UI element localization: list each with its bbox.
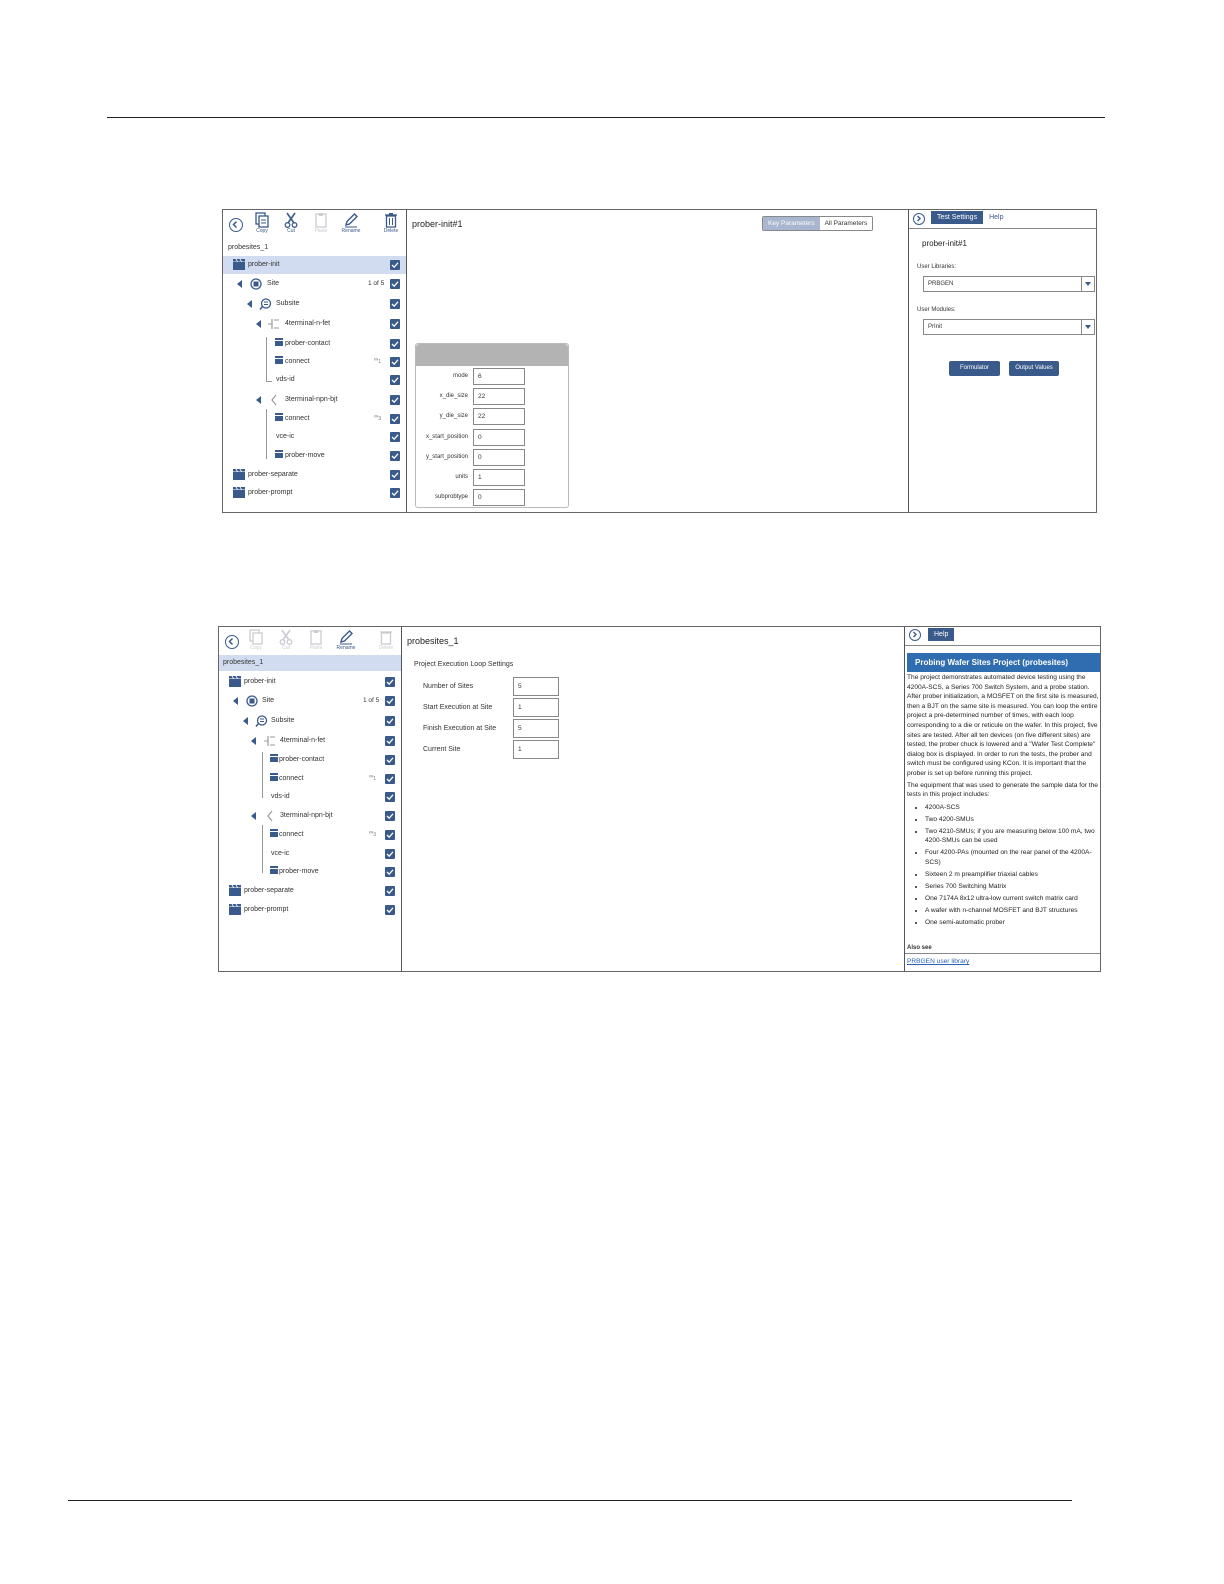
param-row-x-start-position	[416, 429, 566, 447]
check-icon	[385, 774, 395, 784]
check-icon	[390, 470, 400, 480]
finish-site-row	[423, 719, 573, 739]
collapse-arrow-icon[interactable]	[237, 280, 242, 288]
project-name: probesites_1	[223, 659, 264, 666]
rename-button[interactable]	[336, 212, 366, 234]
help-paragraph: The equipment that was used to generate the sample data for the tests in this project includes:	[907, 781, 1098, 799]
checkbox[interactable]	[385, 736, 395, 746]
tree-item-vds-id[interactable]	[219, 788, 401, 806]
tree-item-label: prober-init	[248, 261, 280, 268]
number-of-sites-input[interactable]: 5	[513, 677, 559, 696]
param-label: y_die_size	[439, 413, 468, 419]
check-icon	[390, 299, 400, 309]
forward-button[interactable]	[909, 629, 921, 641]
tree-item-label: vds-id	[271, 793, 290, 800]
tree-item-label: vce-ic	[271, 850, 290, 857]
test-settings-panel	[908, 210, 1096, 512]
site-counter: 1 of 5	[368, 280, 385, 287]
back-button[interactable]	[225, 635, 239, 649]
right-pane-tabs	[928, 628, 954, 641]
module-icon	[270, 829, 278, 837]
module-icon	[275, 413, 283, 421]
module-icon	[270, 866, 278, 874]
help-title: Probing Wafer Sites Project (probesites)	[907, 653, 1100, 672]
rename-label: Rename	[341, 228, 361, 234]
clapperboard-icon	[229, 904, 241, 915]
checkbox[interactable]	[385, 849, 395, 859]
checkbox[interactable]	[390, 260, 400, 270]
checkbox[interactable]	[390, 279, 400, 289]
tab-help[interactable]: Help	[928, 628, 954, 641]
check-icon	[385, 905, 395, 915]
check-icon	[385, 755, 395, 765]
mosfet-icon	[264, 735, 276, 747]
clapperboard-icon	[229, 885, 241, 896]
list-item: • One semi-automatic prober	[925, 918, 1101, 928]
param-row-x-die-size	[416, 388, 566, 406]
paste-icon	[313, 212, 329, 228]
screenshot-project-help	[218, 626, 1101, 972]
project-name: probesites_1	[228, 244, 269, 251]
tree-item-label: prober-prompt	[248, 489, 293, 496]
copy-button[interactable]	[247, 212, 277, 234]
tree-item-prober-prompt[interactable]	[223, 484, 406, 502]
tree-toolbar	[223, 210, 406, 240]
checkbox[interactable]	[390, 470, 400, 480]
delete-label: Delete	[383, 228, 399, 234]
subsite-icon	[255, 715, 268, 727]
check-icon	[385, 716, 395, 726]
tree-item-prober-separate[interactable]	[219, 882, 401, 900]
tree-item-label: prober-contact	[279, 756, 325, 763]
chevron-left-icon	[226, 636, 237, 647]
site-counter: 1 of 5	[363, 697, 380, 704]
cut-button[interactable]	[276, 212, 306, 234]
param-label: y_start_position	[425, 454, 468, 460]
tree-item-connect[interactable]	[223, 353, 406, 371]
checkbox[interactable]	[390, 395, 400, 405]
user-modules-select[interactable]	[923, 319, 1095, 335]
current-site-row	[423, 740, 573, 760]
check-icon	[385, 677, 395, 687]
check-icon	[385, 886, 395, 896]
tree-item-label: connect	[285, 415, 310, 422]
checkbox[interactable]	[390, 357, 400, 367]
chevron-right-icon	[910, 630, 919, 639]
link-icon: $\infty_3$	[369, 830, 377, 839]
key-parameters-card	[415, 343, 569, 508]
link-icon: $\infty_1$	[374, 357, 382, 366]
tree-item-label: prober-separate	[248, 471, 298, 478]
tree-item-label: 4terminal-n-fet	[285, 320, 331, 327]
field-label: Number of Sites	[423, 683, 474, 690]
project-tree-panel	[219, 627, 402, 971]
field-label: Current Site	[423, 746, 461, 753]
copy-label: Copy	[250, 645, 262, 651]
tree-item-3terminal-npn-bjt[interactable]	[219, 807, 401, 825]
tree-item-connect[interactable]	[223, 410, 406, 428]
help-body	[907, 673, 1101, 930]
collapse-arrow-icon[interactable]	[243, 717, 248, 725]
list-item: • 4200A-SCS	[925, 803, 1101, 813]
check-icon	[385, 849, 395, 859]
collapse-arrow-icon[interactable]	[233, 697, 238, 705]
tree-item-label: 3terminal-npn-bjt	[285, 396, 338, 403]
tree-item-prober-separate[interactable]	[223, 466, 406, 484]
tree-item-label: connect	[285, 358, 310, 365]
list-item: • Series 700 Switching Matrix	[925, 882, 1101, 892]
list-item: • Sixteen 2 m preamplifier triaxial cables	[925, 870, 1101, 880]
tree-item-label: connect	[279, 831, 304, 838]
paste-label: Paste	[314, 228, 328, 234]
copy-icon	[248, 629, 264, 645]
list-item: • One 7174A 8x12 ultra-low current switch matrix card	[925, 894, 1101, 904]
bottom-rule	[68, 1500, 1072, 1501]
param-label: x_start_position	[425, 434, 468, 440]
check-icon	[390, 260, 400, 270]
pencil-icon	[338, 629, 354, 645]
collapse-arrow-icon[interactable]	[251, 812, 256, 820]
copy-button[interactable]	[241, 629, 271, 651]
start-site-input[interactable]: 1	[513, 698, 559, 717]
bjt-icon	[269, 394, 279, 406]
param-input[interactable]: 22	[473, 408, 525, 425]
link-icon: $\infty_1$	[369, 774, 377, 783]
rename-button[interactable]	[331, 629, 361, 651]
check-icon	[390, 279, 400, 289]
tree-item-4terminal-n-fet[interactable]	[223, 315, 406, 333]
cut-label: Cut	[282, 645, 290, 651]
chevron-down-icon	[1081, 277, 1094, 291]
project-tree-panel	[223, 210, 407, 512]
check-icon	[390, 319, 400, 329]
tree-item-vce-ic[interactable]	[219, 845, 401, 863]
formulator-button[interactable]: Formulator	[949, 361, 1000, 376]
cut-button[interactable]	[271, 629, 301, 651]
param-row-units	[416, 469, 566, 487]
module-icon	[270, 754, 278, 762]
tree-item-label: vds-id	[276, 376, 295, 383]
checkbox[interactable]	[385, 830, 395, 840]
checkbox[interactable]	[390, 414, 400, 424]
link-count: 3	[378, 416, 382, 423]
param-input[interactable]: 0	[473, 449, 525, 466]
mosfet-icon	[268, 318, 280, 330]
list-item: • Two 4210-SMUs; if you are measuring below 100 mA, two 4200-SMUs can be used	[925, 827, 1101, 846]
tab-underline	[909, 228, 1096, 229]
clapperboard-icon	[233, 487, 245, 498]
checkbox[interactable]	[390, 375, 400, 385]
tab-test-settings[interactable]: Test Settings	[931, 211, 983, 224]
loop-settings-heading: Project Execution Loop Settings	[414, 661, 514, 668]
forward-button[interactable]	[913, 213, 925, 225]
list-item: • A wafer with n-channel MOSFET and BJT structures	[925, 906, 1101, 916]
link-icon: $\infty_3$	[374, 414, 382, 423]
project-title: probesites_1	[407, 636, 459, 646]
project-settings-panel	[402, 627, 904, 971]
checkbox[interactable]	[390, 488, 400, 498]
param-input[interactable]: 6	[473, 368, 525, 385]
checkbox[interactable]	[390, 319, 400, 329]
prbgen-library-link[interactable]: PRBGEN user library	[907, 958, 970, 965]
tree-item-label: 4terminal-n-fet	[280, 737, 326, 744]
collapse-arrow-icon[interactable]	[247, 300, 252, 308]
clapperboard-icon	[233, 259, 245, 270]
param-label: units	[455, 474, 468, 480]
chevron-down-icon	[1081, 320, 1094, 334]
back-button[interactable]	[229, 218, 243, 232]
tree-item-prober-contact[interactable]	[223, 335, 406, 353]
tree-item-label: vce-ic	[276, 433, 295, 440]
checkbox[interactable]	[385, 792, 395, 802]
clapperboard-icon	[229, 676, 241, 687]
site-icon	[250, 278, 262, 290]
user-modules-label: User Modules:	[917, 307, 956, 313]
subsite-icon	[259, 298, 272, 310]
field-label: Finish Execution at Site	[423, 725, 497, 732]
collapse-arrow-icon[interactable]	[256, 320, 261, 328]
module-icon	[275, 450, 283, 458]
tree-item-3terminal-npn-bjt[interactable]	[223, 391, 406, 409]
param-input[interactable]: 22	[473, 388, 525, 405]
number-of-sites-row	[423, 677, 573, 697]
param-row-subprobtype	[416, 489, 566, 507]
param-row-y-die-size	[416, 408, 566, 426]
clapperboard-icon	[233, 469, 245, 480]
user-libraries-label: User Libraries:	[917, 264, 957, 270]
tree-item-label: prober-contact	[285, 340, 331, 347]
checkbox[interactable]	[385, 755, 395, 765]
finish-site-input[interactable]: 5	[513, 719, 559, 738]
tree-item-subsite[interactable]	[223, 295, 406, 313]
param-row-y-start-position	[416, 449, 566, 467]
user-libraries-select[interactable]	[923, 276, 1095, 292]
list-item: • Four 4200-PAs (mounted on the rear panel of the 4200A-SCS)	[925, 848, 1101, 867]
check-icon	[385, 736, 395, 746]
trash-icon	[378, 629, 394, 645]
collapse-arrow-icon[interactable]	[251, 737, 256, 745]
pencil-icon	[343, 212, 359, 228]
link-count: 1	[378, 359, 382, 366]
bjt-icon	[265, 810, 275, 822]
tree-item-connect[interactable]	[219, 770, 401, 788]
checkbox[interactable]	[390, 451, 400, 461]
check-icon	[390, 414, 400, 424]
checkbox[interactable]	[390, 432, 400, 442]
all-parameters-tab[interactable]: All Parameters	[820, 217, 873, 230]
param-input[interactable]: 0	[473, 429, 525, 446]
param-label: subprobtype	[434, 494, 468, 500]
card-header	[416, 344, 568, 366]
screenshot-test-settings	[222, 209, 1097, 513]
user-modules-value: PrInit	[928, 324, 943, 330]
tree-item-site[interactable]	[219, 692, 401, 710]
tree-item-label: Subsite	[276, 300, 300, 307]
rename-label: Rename	[336, 645, 356, 651]
tree-item-prober-move[interactable]	[223, 447, 406, 465]
check-icon	[385, 867, 395, 877]
module-icon	[275, 356, 283, 364]
tree-item-label: prober-separate	[244, 887, 294, 894]
checkbox[interactable]	[385, 905, 395, 915]
chevron-right-icon	[914, 214, 923, 223]
tree-item-label: Site	[262, 697, 275, 704]
tree-item-vds-id[interactable]	[223, 371, 406, 389]
check-icon	[390, 488, 400, 498]
right-pane-tabs	[931, 211, 1009, 224]
module-icon	[275, 338, 283, 346]
paste-label: Paste	[309, 645, 323, 651]
list-item: • Two 4200-SMUs	[925, 815, 1101, 825]
tree-item-label: connect	[279, 775, 304, 782]
checkbox[interactable]	[385, 677, 395, 687]
also-see-label: Also see	[907, 945, 932, 951]
delete-button[interactable]	[376, 212, 406, 234]
link-count: 3	[373, 832, 377, 839]
tree-item-vce-ic[interactable]	[223, 428, 406, 446]
tree-item-connect[interactable]	[219, 826, 401, 844]
help-paragraph: The project demonstrates automated device testing using the 4200A-SCS, a Series 700 Switch System, and a probe station. After prober initialization, a MOSFET on the first site is measured, then a BJT on the same site is measured. You can loop the entire project a pre-determined number of times, with each loop corresponding to a die or reticule on the wafer. In this project, five sites are tested. After all ten devices (on five different sites) are tested, the prober chuck is lowered and a "Wafer Test Complete" dialog box is displayed. In order to run the tests, the prober and switch must be configured using KCon. It is important that the prober is set up before running this project.	[907, 674, 1099, 777]
tree-item-prober-prompt[interactable]	[219, 901, 401, 919]
paste-button[interactable]	[306, 212, 336, 234]
check-icon	[385, 696, 395, 706]
tree-item-project[interactable]	[219, 655, 401, 671]
check-icon	[390, 375, 400, 385]
tree-item-prober-move[interactable]	[219, 863, 401, 881]
check-icon	[390, 451, 400, 461]
settings-title: prober-init#1	[922, 239, 967, 248]
tree-item-site[interactable]	[223, 275, 406, 293]
tab-help[interactable]: Help	[989, 214, 1004, 221]
link-count: 1	[373, 776, 377, 783]
help-panel	[904, 627, 1100, 971]
check-icon	[390, 432, 400, 442]
cut-label: Cut	[287, 228, 295, 234]
checkbox[interactable]	[390, 339, 400, 349]
field-label: Start Execution at Site	[423, 704, 493, 711]
tree-item-4terminal-n-fet[interactable]	[219, 732, 401, 750]
collapse-arrow-icon[interactable]	[256, 396, 261, 404]
tree-item-label: prober-move	[285, 452, 325, 459]
copy-icon	[254, 212, 270, 228]
checkbox[interactable]	[385, 696, 395, 706]
test-title: prober-init#1	[412, 219, 463, 229]
tree-item-subsite[interactable]	[219, 712, 401, 730]
check-icon	[390, 357, 400, 367]
check-icon	[390, 339, 400, 349]
tree-item-prober-init[interactable]	[223, 256, 406, 274]
param-label: x_die_size	[439, 393, 468, 399]
paste-button[interactable]	[301, 629, 331, 651]
checkbox[interactable]	[385, 886, 395, 896]
checkbox[interactable]	[390, 299, 400, 309]
checkbox[interactable]	[385, 811, 395, 821]
parameter-view-toggle	[762, 216, 873, 231]
tree-item-label: prober-prompt	[244, 906, 289, 913]
param-row-mode	[416, 368, 566, 386]
delete-label: Delete	[378, 645, 394, 651]
checkbox[interactable]	[385, 867, 395, 877]
tree-item-prober-contact[interactable]	[219, 751, 401, 769]
check-icon	[385, 811, 395, 821]
checkbox[interactable]	[385, 774, 395, 784]
scissors-icon	[283, 212, 299, 228]
tree-item-label: Subsite	[271, 717, 295, 724]
module-icon	[270, 773, 278, 781]
scissors-icon	[278, 629, 294, 645]
output-values-button[interactable]: Output Values	[1009, 361, 1059, 376]
checkbox[interactable]	[385, 716, 395, 726]
trash-icon	[383, 212, 399, 228]
param-input[interactable]: 0	[473, 489, 525, 506]
top-rule	[107, 117, 1105, 118]
check-icon	[385, 792, 395, 802]
param-label: mode	[452, 373, 468, 379]
tree-item-label: 3terminal-npn-bjt	[280, 812, 333, 819]
check-icon	[390, 395, 400, 405]
key-parameters-tab[interactable]: Key Parameters	[763, 217, 820, 230]
tree-item-prober-init[interactable]	[219, 673, 401, 691]
copy-label: Copy	[256, 228, 268, 234]
tree-item-label: Site	[267, 280, 280, 287]
chevron-left-icon	[230, 219, 241, 230]
site-icon	[246, 695, 258, 707]
check-icon	[385, 830, 395, 840]
tree-toolbar	[219, 627, 401, 657]
tree-item-label: prober-move	[279, 868, 319, 875]
user-libraries-value: PRBGEN	[928, 281, 954, 287]
current-site-input[interactable]: 1	[513, 740, 559, 759]
tree-item-label: prober-init	[244, 678, 276, 685]
start-site-row	[423, 698, 573, 718]
paste-icon	[308, 629, 324, 645]
tab-underline	[905, 645, 1100, 646]
delete-button[interactable]	[371, 629, 401, 651]
equipment-list	[907, 803, 1101, 928]
param-input[interactable]: 1	[473, 469, 525, 486]
divider	[905, 953, 1100, 954]
parameters-panel	[407, 210, 908, 512]
